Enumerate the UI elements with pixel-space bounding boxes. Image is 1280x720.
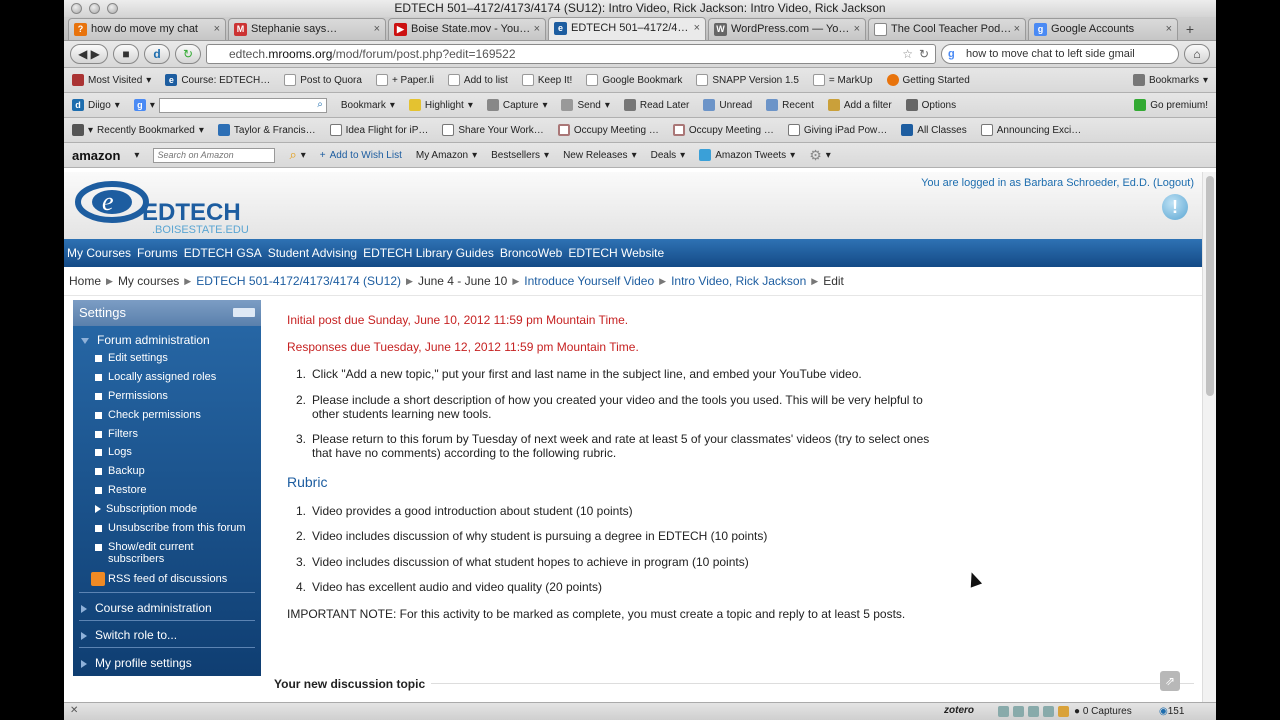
label: Edit settings <box>108 352 168 364</box>
diigo-logo[interactable]: d Diigo ▾ <box>72 99 120 111</box>
addon-icon[interactable] <box>1043 706 1054 717</box>
recent-5[interactable] <box>673 124 774 136</box>
bookmark-label: Keep It! <box>537 74 573 86</box>
google-icon: g <box>134 99 146 111</box>
responses-due: Responses due Tuesday, June 12, 2012 11:59 pm Mountain Time. <box>287 340 639 354</box>
bookmark-add-to-list[interactable] <box>448 74 508 86</box>
bestsellers[interactable]: Bestsellers ▾ <box>491 149 550 161</box>
counter-badge[interactable] <box>1159 706 1184 717</box>
tab-label: EDTECH 501–4172/4… <box>571 22 689 34</box>
svg-text:e: e <box>102 187 114 216</box>
label: Filters <box>108 428 138 440</box>
bullet-icon <box>95 355 102 362</box>
bookmark-label: Add to list <box>463 74 508 86</box>
collapsed-arrow-icon <box>95 505 101 513</box>
label: Occupy Meeting … <box>573 124 659 136</box>
amazon-settings[interactable]: ⚙ ▾ <box>809 146 831 163</box>
label: Bookmark <box>340 99 386 111</box>
label: RSS feed of discussions <box>108 572 228 585</box>
nav-my-courses[interactable]: My Courses <box>67 246 132 260</box>
important-note: IMPORTANT NOTE: For this activity to be marked as complete, you must create a topic and reply to at least 5 posts. <box>287 607 906 621</box>
main-nav <box>64 239 1202 267</box>
addon-icon[interactable] <box>998 706 1009 717</box>
label: Switch role to... <box>95 628 178 642</box>
share-icon[interactable]: ⇗ <box>1160 671 1180 691</box>
item-text: Click "Add a new topic," put your first and last name in the subject line, and embed your YouTube video. <box>312 367 862 381</box>
recent-6[interactable] <box>788 124 887 136</box>
switch-role[interactable] <box>81 628 177 642</box>
label: subscribers <box>108 553 165 565</box>
url-domain: mrooms.org <box>268 47 333 61</box>
dropdown-arrow: ▾ <box>134 149 140 161</box>
crumb-course[interactable]: EDTECH 501-4172/4173/4174 (SU12) <box>196 274 402 288</box>
new-topic-heading: Your new discussion topic <box>274 677 431 691</box>
crumb-separator: ▶ <box>659 275 667 286</box>
diigo-icon: d <box>72 99 84 111</box>
tab-label: Boise State.mov - You… <box>411 23 531 35</box>
vertical-scrollbar[interactable] <box>1202 172 1216 702</box>
bookmark-quora[interactable] <box>284 74 362 86</box>
logs-link[interactable] <box>95 446 132 458</box>
diigo-bookmark[interactable]: Bookmark ▾ <box>340 99 395 111</box>
mouse-cursor-icon <box>966 570 982 587</box>
crumb-forum[interactable]: Introduce Yourself Video <box>524 274 655 288</box>
item-number: 3. <box>296 432 307 446</box>
diigo-label: Diigo <box>88 99 111 111</box>
page-icon <box>696 74 708 86</box>
diigo-go-premium[interactable] <box>1134 99 1208 111</box>
diigo-unread[interactable] <box>703 99 752 111</box>
bullet-icon <box>95 374 102 381</box>
item-number: 1. <box>296 367 307 381</box>
bookmark-label: Post to Quora <box>300 74 362 86</box>
page-icon <box>330 124 342 136</box>
label: Check permissions <box>108 409 201 421</box>
tab-label: how do move my chat <box>91 23 198 35</box>
item-text: Video includes discussion of what student hopes to achieve in program (10 points) <box>312 555 749 569</box>
diigo-recent[interactable] <box>766 99 814 111</box>
label: Show/edit current <box>108 541 194 553</box>
bookmark-label: Getting Started <box>902 74 970 86</box>
status-bar <box>64 702 1216 720</box>
close-tab-icon[interactable]: × <box>1013 23 1020 35</box>
tab-3[interactable] <box>388 18 546 40</box>
label: Forum administration <box>97 333 210 347</box>
recent-3[interactable] <box>442 124 543 136</box>
google-toolbar-search[interactable]: g ▾ ⌕ <box>134 98 327 113</box>
label: Unread <box>719 99 753 111</box>
collapsed-arrow-icon <box>81 660 87 668</box>
page-icon <box>522 74 534 86</box>
zoom-window-button[interactable] <box>107 3 118 14</box>
bookmark-google[interactable] <box>586 74 682 86</box>
item-number: 4. <box>296 580 307 594</box>
youtube-icon: ▶ <box>394 23 407 36</box>
wand-icon <box>828 99 840 111</box>
show-edit-subscribers-link[interactable] <box>95 541 194 553</box>
captures-count[interactable] <box>1074 706 1132 717</box>
refresh-green-button[interactable]: ↻ <box>175 44 201 64</box>
label: Locally assigned roles <box>108 371 217 383</box>
bullet-icon <box>95 393 102 400</box>
item-text: Video includes discussion of why student is pursuing a degree in EDTECH (10 points) <box>312 529 768 543</box>
close-tab-icon[interactable]: × <box>693 22 700 34</box>
bookmark-most-visited[interactable]: Most Visited ▾ <box>72 74 151 86</box>
bullet-icon <box>95 468 102 475</box>
bullet-icon <box>95 487 102 494</box>
site-header <box>64 172 1202 239</box>
nav-library-guides[interactable]: EDTECH Library Guides <box>363 246 494 260</box>
page-icon <box>376 74 388 86</box>
magnifier-icon[interactable]: ⌕ <box>317 98 323 110</box>
bookmark-getting-started[interactable] <box>887 74 970 86</box>
block-controls-icon[interactable] <box>233 308 255 317</box>
amazon-search-input[interactable] <box>153 148 275 163</box>
diigo-capture[interactable]: Capture ▾ <box>487 99 548 111</box>
rss-feed-link[interactable] <box>91 572 227 586</box>
label: New Releases <box>563 149 628 161</box>
label: Highlight <box>424 99 464 111</box>
amazon-logo[interactable]: amazon <box>72 147 121 163</box>
url-path: /mod/forum/post.php?edit=169522 <box>332 47 516 61</box>
item-number: 2. <box>296 393 307 407</box>
tab-label: The Cool Teacher Pod… <box>891 23 1012 35</box>
record-icon: ● <box>1074 706 1081 717</box>
label: Taylor & Francis… <box>233 124 316 136</box>
diigo-add-filter[interactable] <box>828 99 892 111</box>
edit-settings-link[interactable] <box>95 352 168 364</box>
bookmarks-menu[interactable]: Bookmarks ▾ <box>1133 74 1208 86</box>
tab-1[interactable] <box>68 18 226 40</box>
amazon-tweets[interactable]: Amazon Tweets ▾ <box>699 149 795 161</box>
page-icon <box>284 74 296 86</box>
my-amazon[interactable]: My Amazon ▾ <box>415 149 478 161</box>
label: Options <box>921 99 957 111</box>
close-tab-icon[interactable]: × <box>533 23 540 35</box>
rubric-heading: Rubric <box>287 474 328 490</box>
restore-link[interactable] <box>95 484 147 496</box>
backup-link[interactable] <box>95 465 145 477</box>
page-icon <box>442 124 454 136</box>
item-text: Video provides a good introduction about student (10 points) <box>312 504 633 518</box>
bookmark-label: Course: EDTECH… <box>181 74 271 86</box>
amazon-toolbar <box>64 143 1216 168</box>
tab-label: WordPress.com — Yo… <box>731 23 850 35</box>
page-icon <box>788 124 800 136</box>
tab-strip <box>64 17 1216 41</box>
bullet-icon <box>95 544 102 551</box>
nav-forums[interactable]: Forums <box>137 246 178 260</box>
diigo-highlight[interactable]: Highlight ▾ <box>409 99 473 111</box>
browser-window <box>64 0 1216 720</box>
bookmark-paperli[interactable] <box>376 74 434 86</box>
bookmark-folder-icon <box>72 124 84 136</box>
tab-label: Google Accounts <box>1051 23 1135 35</box>
twitter-icon <box>699 149 711 161</box>
read-later-icon <box>624 99 636 111</box>
item-text: Please include a short description of how you created your video and the tools you used. This will be very helpful to other students learning new tools. <box>312 393 923 421</box>
logo-subtext: .BOISESTATE.EDU <box>152 224 249 236</box>
label: Announcing Exci… <box>996 124 1082 136</box>
bullet-icon <box>95 449 102 456</box>
nav-student-advising[interactable]: Student Advising <box>267 246 358 260</box>
page-icon <box>586 74 598 86</box>
label: All Classes <box>917 124 967 136</box>
bookmark-label: SNAPP Version 1.5 <box>712 74 799 86</box>
label: Amazon Tweets <box>715 149 787 161</box>
close-window-button[interactable] <box>71 3 82 14</box>
crumb-edit: Edit <box>823 274 844 288</box>
edtech-icon: e <box>165 74 177 86</box>
new-tab-button[interactable]: + <box>1185 21 1195 37</box>
label: Add a filter <box>843 99 892 111</box>
deals[interactable]: Deals ▾ <box>650 149 686 161</box>
label: Go premium! <box>1150 99 1208 111</box>
tab-6[interactable] <box>868 18 1026 40</box>
item-number: 2. <box>296 529 307 543</box>
permissions-link[interactable] <box>95 390 168 402</box>
page-content <box>64 172 1202 702</box>
tab-4-active[interactable] <box>548 17 706 40</box>
navigation-bar <box>64 41 1216 68</box>
url-prefix: edtech. <box>229 47 269 61</box>
crumb-separator: ▶ <box>512 275 520 286</box>
close-icon[interactable]: ✕ <box>70 705 79 716</box>
google-toolbar-input[interactable] <box>159 98 327 113</box>
bookmark-label: Most Visited <box>88 74 143 86</box>
recent-1[interactable] <box>218 124 316 136</box>
plus-icon: + <box>319 149 326 161</box>
item-text: Video has excellent audio and video quality (20 points) <box>312 580 602 594</box>
alert-icon[interactable]: ! <box>1162 194 1188 220</box>
crumb-week[interactable]: June 4 - June 10 <box>417 274 508 288</box>
search-bar[interactable] <box>941 44 1179 64</box>
collapsed-arrow-icon <box>81 605 87 613</box>
person-icon <box>1134 99 1146 111</box>
recently-bookmarked[interactable]: ▾ Recently Bookmarked ▾ <box>72 124 204 136</box>
highlighter-icon <box>409 99 421 111</box>
stop-button[interactable]: ■ <box>113 44 139 64</box>
bookmark-keep-it[interactable] <box>522 74 572 86</box>
crumb-separator: ▶ <box>184 275 192 286</box>
item-text: Please return to this forum by Tuesday of next week and rate at least 5 of your classmates' videos (try to select ones that have no comments) according to the following rubric. <box>312 432 930 460</box>
bookmark-label: Google Bookmark <box>602 74 683 86</box>
settings-header <box>73 300 261 326</box>
bookmark-snapp[interactable] <box>696 74 799 86</box>
label: Deals <box>650 149 677 161</box>
filters-link[interactable] <box>95 428 138 440</box>
item-number: 3. <box>296 555 307 569</box>
google-search-icon: g <box>948 48 955 60</box>
label: Recent <box>782 99 814 111</box>
divider <box>79 620 255 621</box>
diigo-options[interactable] <box>906 99 956 111</box>
close-tab-icon[interactable]: × <box>853 23 860 35</box>
logo-text: EDTECH <box>142 199 241 226</box>
nav-edtech-website[interactable]: EDTECH Website <box>568 246 665 260</box>
label: Giving iPad Pow… <box>803 124 888 136</box>
label: Occupy Meeting … <box>688 124 774 136</box>
bookmark-label: = MarkUp <box>828 74 873 86</box>
unsubscribe-link[interactable] <box>95 522 246 534</box>
gmail-icon: M <box>234 23 247 36</box>
url-bar[interactable] <box>206 44 936 64</box>
page-icon <box>448 74 460 86</box>
page-icon <box>673 124 685 136</box>
recent-bookmarks-bar <box>64 118 1216 143</box>
globe-icon: ◉ <box>1159 706 1168 717</box>
folder-icon <box>766 99 778 111</box>
google-icon: g <box>1034 23 1047 36</box>
login-info[interactable]: You are logged in as Barbara Schroeder, Ed.D. (Logout) <box>921 177 1194 189</box>
label: My profile settings <box>95 656 192 670</box>
bullet-icon <box>95 525 102 532</box>
camera-icon <box>487 99 499 111</box>
close-tab-icon[interactable]: × <box>1165 23 1172 35</box>
window-title: EDTECH 501–4172/4173/4174 (SU12): Intro Video, Rick Jackson: Intro Video, Rick Jackson <box>394 1 886 15</box>
crumb-separator: ▶ <box>406 275 413 286</box>
label: Capture <box>502 99 539 111</box>
tab-label: Stephanie says… <box>251 23 338 35</box>
bookmark-course[interactable] <box>165 74 270 86</box>
label: Course administration <box>95 601 212 615</box>
label: Idea Flight for iP… <box>345 124 429 136</box>
bookmark-markup[interactable] <box>813 74 873 86</box>
magnifier-icon: ⌕ <box>289 147 297 162</box>
crumb-separator: ▶ <box>106 275 113 286</box>
collapsed-arrow-icon <box>81 632 87 640</box>
settings-block <box>73 300 261 676</box>
divider <box>79 647 255 648</box>
forum-administration[interactable] <box>81 333 210 347</box>
wordpress-icon: W <box>714 23 727 36</box>
edtech-logo[interactable] <box>72 176 262 236</box>
edtech-icon: e <box>554 22 567 35</box>
subscription-mode[interactable] <box>95 503 197 515</box>
bullet-icon <box>95 431 102 438</box>
note-icon[interactable] <box>1058 706 1069 717</box>
label: Backup <box>108 465 145 477</box>
tab-2[interactable] <box>228 18 386 40</box>
crumb-post[interactable]: Intro Video, Rick Jackson <box>671 274 807 288</box>
label: 151 <box>1167 706 1185 717</box>
page-icon <box>813 74 825 86</box>
send-icon <box>561 99 573 111</box>
page-icon <box>874 23 887 36</box>
label: Restore <box>108 484 147 496</box>
star-icon[interactable]: ☆ <box>902 47 913 61</box>
check-permissions-link[interactable] <box>95 409 201 421</box>
bookmarks-menu-label: Bookmarks <box>1148 74 1199 86</box>
search-query: how to move chat to left side gmail <box>966 48 1135 60</box>
rss-icon <box>91 572 105 586</box>
my-profile-settings[interactable] <box>81 656 192 670</box>
expanded-arrow-icon <box>81 338 89 344</box>
recent-8[interactable] <box>981 124 1082 136</box>
reload-icon[interactable]: ↻ <box>918 47 929 61</box>
scrollbar-thumb[interactable] <box>1206 176 1214 396</box>
locally-assigned-roles-link[interactable] <box>95 371 216 383</box>
label: My Amazon <box>415 149 469 161</box>
close-tab-icon[interactable]: × <box>213 23 220 35</box>
folder-icon <box>72 74 84 86</box>
label: Recently Bookmarked <box>97 124 195 136</box>
page-icon <box>558 124 570 136</box>
settings-title: Settings <box>79 305 126 320</box>
diigo-toolbar <box>64 93 1216 118</box>
firefox-icon <box>887 74 899 86</box>
diigo-button[interactable]: d <box>144 44 170 64</box>
add-to-wish-list[interactable] <box>320 150 402 161</box>
nav-edtech-gsa[interactable]: EDTECH GSA <box>183 246 262 260</box>
page-icon <box>901 124 913 136</box>
gear-icon: ⚙ <box>809 146 822 163</box>
back-button[interactable]: ◀ ▶ <box>70 44 108 64</box>
folder-icon <box>703 99 715 111</box>
crumb-separator: ▶ <box>811 275 819 286</box>
breadcrumb <box>64 267 1202 296</box>
divider <box>79 592 255 593</box>
diigo-read-later[interactable] <box>624 99 689 111</box>
diigo-send[interactable]: Send ▾ <box>561 99 609 111</box>
label: Send <box>577 99 601 111</box>
crumb-home[interactable]: Home <box>69 274 102 288</box>
zotero-button[interactable]: zotero <box>944 705 974 716</box>
recent-4[interactable] <box>558 124 659 136</box>
tab-5[interactable] <box>708 18 866 40</box>
mail-icon[interactable] <box>1028 706 1039 717</box>
tab-favicon: ? <box>74 23 87 36</box>
label: Bestsellers <box>491 149 541 161</box>
new-releases[interactable]: New Releases ▾ <box>563 149 637 161</box>
status-icons <box>998 706 1069 717</box>
crumb-my-courses[interactable]: My courses <box>117 274 180 288</box>
nav-broncoweb[interactable]: BroncoWeb <box>499 246 563 260</box>
recent-7[interactable] <box>901 124 966 136</box>
course-administration[interactable] <box>81 601 212 615</box>
page-icon <box>981 124 993 136</box>
options-icon <box>906 99 918 111</box>
minimize-window-button[interactable] <box>89 3 100 14</box>
label: Subscription mode <box>106 503 198 515</box>
recent-2[interactable] <box>330 124 429 136</box>
home-button[interactable]: ⌂ <box>1184 44 1210 64</box>
label: Permissions <box>108 390 168 402</box>
addon-icon[interactable] <box>1013 706 1024 717</box>
item-number: 1. <box>296 504 307 518</box>
label: 0 Captures <box>1082 706 1132 717</box>
bookmarks-icon <box>1133 74 1145 86</box>
label: Read Later <box>639 99 690 111</box>
label: Add to Wish List <box>329 149 402 161</box>
title-bar <box>64 0 1216 17</box>
label: Unsubscribe from this forum <box>108 522 246 534</box>
label: Logs <box>108 446 132 458</box>
bookmarks-bar <box>64 68 1216 93</box>
amazon-search-button[interactable]: ⌕ ▾ <box>289 147 306 162</box>
show-edit-subscribers-cont[interactable] <box>108 553 164 565</box>
label: Share Your Work… <box>458 124 544 136</box>
bookmark-label: + Paper.li <box>391 74 434 86</box>
page-icon <box>218 124 230 136</box>
initial-post-due: Initial post due Sunday, June 10, 2012 11:59 pm Mountain Time. <box>287 313 629 327</box>
bullet-icon <box>95 412 102 419</box>
close-tab-icon[interactable]: × <box>373 23 380 35</box>
tab-7[interactable] <box>1028 18 1178 40</box>
